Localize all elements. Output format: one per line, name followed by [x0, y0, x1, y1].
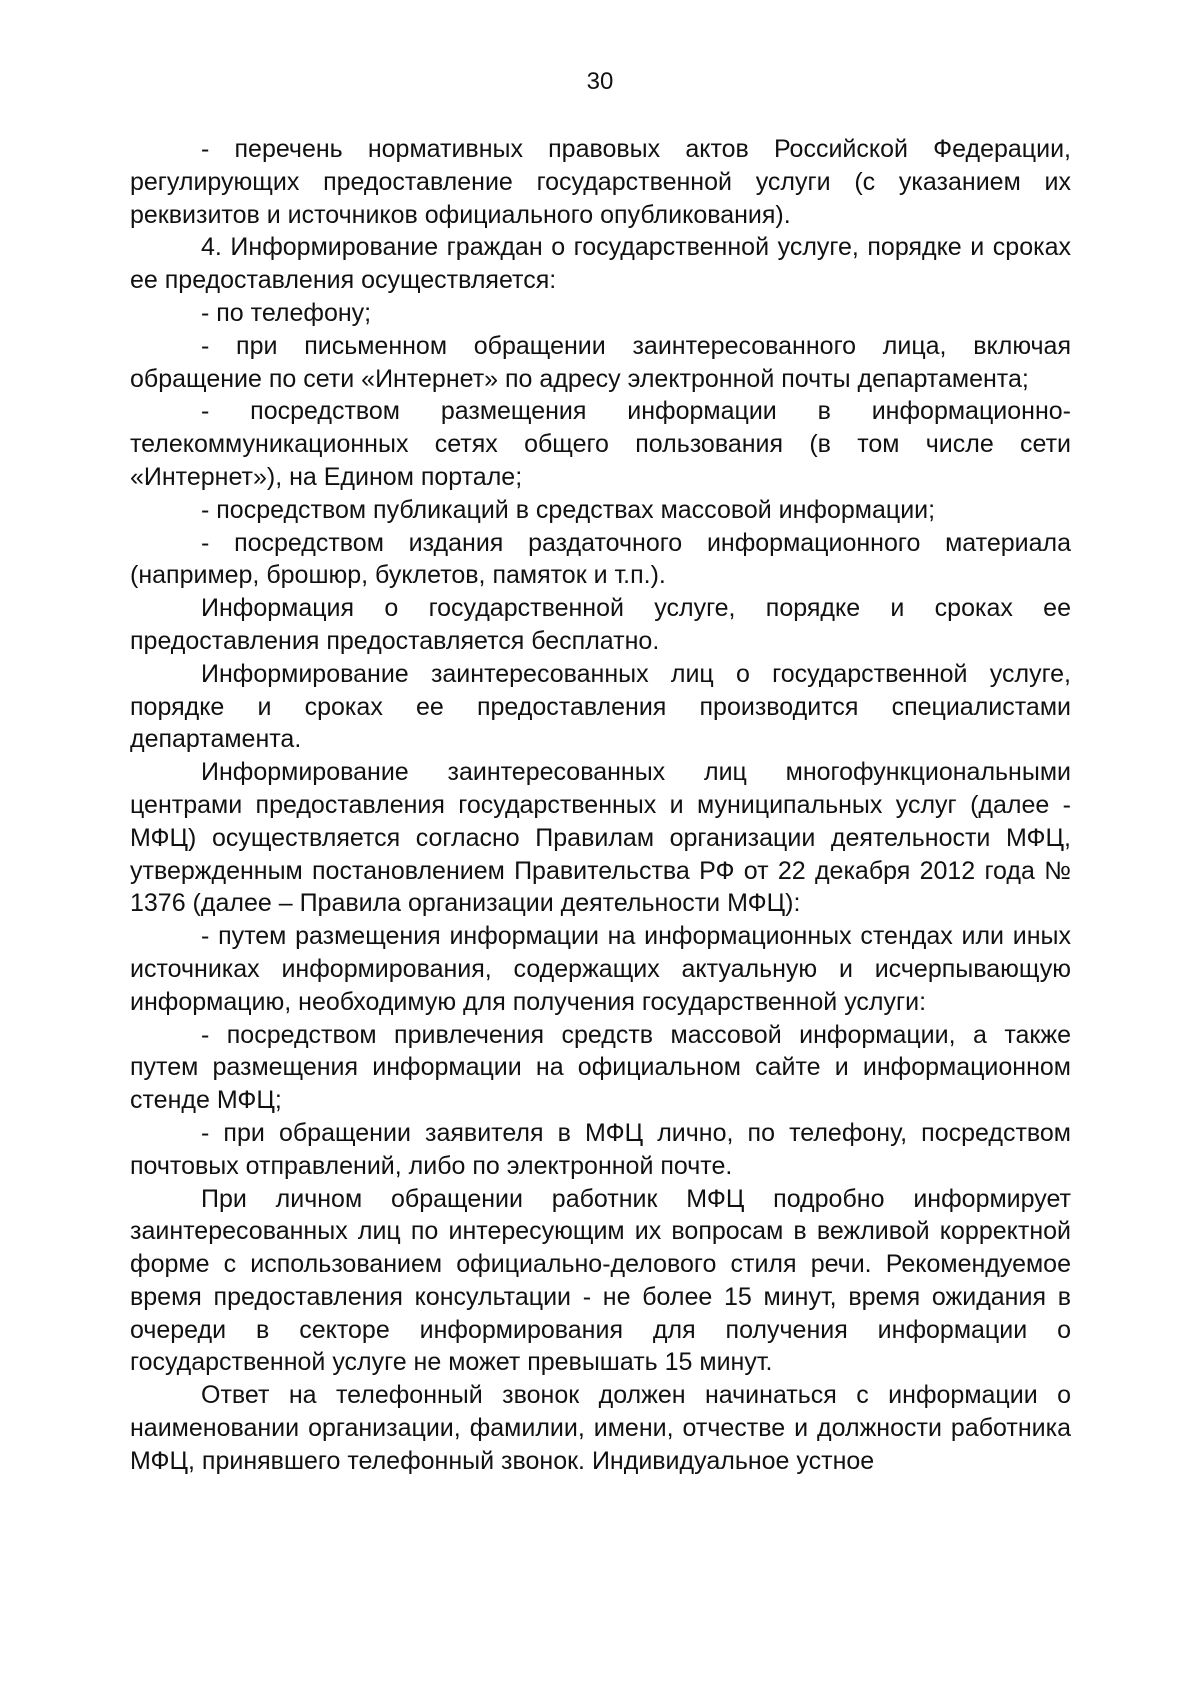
paragraph-list-item: - посредством издания раздаточного информационного материала (например, брошюр, буклетов, памяток и т.п.). — [130, 528, 1071, 590]
paragraph-list-item: - путем размещения информации на информационных стендах или иных источниках информирования, содержащих актуальную и исчерпывающую информацию, необходимую для получения государственной услуги: — [130, 922, 1071, 1016]
paragraph: Информирование заинтересованных лиц о государственной услуге, порядке и сроках ее предоставления производится специалистами департамента. — [130, 659, 1071, 754]
paragraph-list-item: - при обращении заявителя в МФЦ лично, по телефону, посредством почтовых отправлений, либо по электронной почте. — [130, 1118, 1071, 1180]
paragraph: Ответ на телефонный звонок должен начинаться с информации о наименовании организации, фамилии, имени, отчестве и должности работника МФЦ, принявшего телефонный звонок. Индивидуальное устное — [130, 1381, 1071, 1475]
paragraph-section-4: 4. Информирование граждан о государственной услуге, порядке и сроках ее предоставления осуществляется: — [130, 233, 1071, 295]
paragraph: При личном обращении работник МФЦ подробно информирует заинтересованных лиц по интересующим их вопросам в вежливой корректной форме с использованием официально-делового стиля речи. Рекомендуемое время предоставления консультации - не более 15 минут, время ожидания в очереди в секторе информирования для получения информации о государственной услуге не может превышать 15 минут. — [130, 1184, 1071, 1377]
paragraph-list-item: - посредством публикаций в средствах массовой информации; — [201, 495, 936, 524]
paragraph: Информация о государственной услуге, порядке и сроках ее предоставления предоставляется бесплатно. — [130, 594, 1071, 655]
page-number: 30 — [586, 68, 614, 95]
paragraph: Информирование заинтересованных лиц многофункциональными центрами предоставления государственных и муниципальных услуг (далее - МФЦ) осуществляется согласно Правилам организации деятельности МФЦ, утвержденным постановлением Правительства РФ от 22 декабря 2012 года № 1376 (далее – Правила организации деятельности МФЦ): — [130, 758, 1071, 918]
paragraph-list-item: - при письменном обращении заинтересованного лица, включая обращение по сети «Интернет» по адресу электронной почты департамента; — [130, 331, 1071, 393]
paragraph-list-item: - посредством привлечения средств массовой информации, а также путем размещения информации на официальном сайте и информационном стенде МФЦ; — [130, 1020, 1071, 1115]
paragraph-list-item: - по телефону; — [201, 298, 372, 327]
document-body — [130, 133, 1071, 1478]
paragraph-list-item: - посредством размещения информации в информационно-телекоммуникационных сетях общего пользования (в том числе сети «Интернет»), на Едином портале; — [130, 397, 1071, 491]
paragraph-list-item: - перечень нормативных правовых актов Российской Федерации, регулирующих предоставление государственной услуги (с указанием их реквизитов и источников официального опубликования). — [130, 135, 1071, 229]
